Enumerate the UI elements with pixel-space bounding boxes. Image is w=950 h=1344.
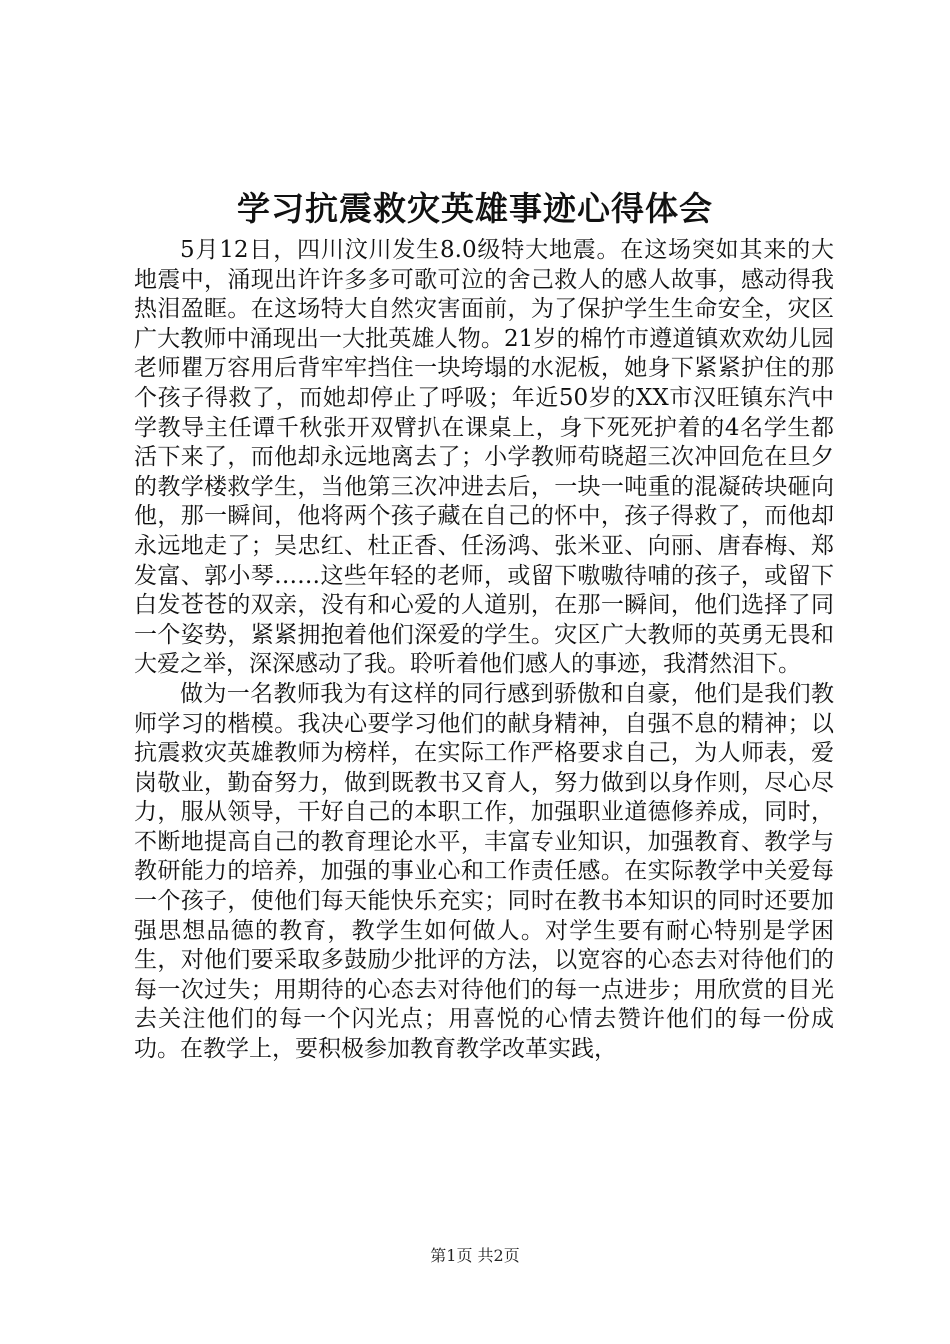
paragraph-2: 做为一名教师我为有这样的同行感到骄傲和自豪，他们是我们教师学习的楷模。我决心要学习他们的献身精神，自强不息的精神；以抗震救灾英雄教师为榜样，在实际工作严格要求自己，为人师表，爱岗敬业，勤奋努力，做到既教书又育人，努力做到以身作则，尽心尽力，服从领导，干好自己的本职工作，加强职业道德修养成，同时，不断地提高自己的教育理论水平，丰富专业知识，加强教育、教学与教研能力的培养，加强的事业心和工作责任感。在实际教学中关爱每一个孩子，使他们每天能快乐充实；同时在教书本知识的同时还要加强思想品德的教育，教学生如何做人。对学生要有耐心特别是学困生，对他们要采取多鼓励少批评的方法，以宽容的心态去对待他们的每一次过失；用期待的心态去对待他们的每一点进步；用欣赏的目光去关注他们的每一个闪光点；用喜悦的心情去赞许他们的每一份成功。在教学上，要积极参加教育教学改革实践，: [134, 680, 834, 1063]
page-number-footer: 第1页 共2页: [430, 1246, 520, 1265]
document-title: 学习抗震救灾英雄事迹心得体会: [237, 189, 713, 228]
document-body: [134, 236, 834, 1065]
paragraph-1: 5月12日，四川汶川发生8.0级特大地震。在这场突如其来的大地震中，涌现出许许多多可歌可泣的舍己救人的感人故事，感动得我热泪盈眶。在这场特大自然灾害面前，为了保护学生生命安全，灾区广大教师中涌现出一大批英雄人物。21岁的棉竹市遵道镇欢欢幼儿园老师瞿万容用后背牢牢挡住一块垮塌的水泥板，她身下紧紧护住的那个孩子得救了，而她却停止了呼吸；年近50岁的XX市汉旺镇东汽中学教导主任谭千秋张开双臂扒在课桌上，身下死死护着的4名学生都活下来了，而他却永远地离去了；小学教师苟晓超三次冲回危在旦夕的教学楼救学生，当他第三次冲进去后，一块一吨重的混凝砖块砸向他，那一瞬间，他将两个孩子藏在自己的怀中，孩子得救了，而他却永远地走了；吴忠红、杜正香、任汤鸿、张米亚、向丽、唐春梅、郑发富、郭小琴……这些年轻的老师，或留下嗷嗷待哺的孩子，或留下白发苍苍的双亲，没有和心爱的人道别，在那一瞬间，他们选择了同一个姿势，紧紧拥抱着他们深爱的学生。灾区广大教师的英勇无畏和大爱之举，深深感动了我。聆听着他们感人的事迹，我潸然泪下。: [134, 237, 834, 678]
